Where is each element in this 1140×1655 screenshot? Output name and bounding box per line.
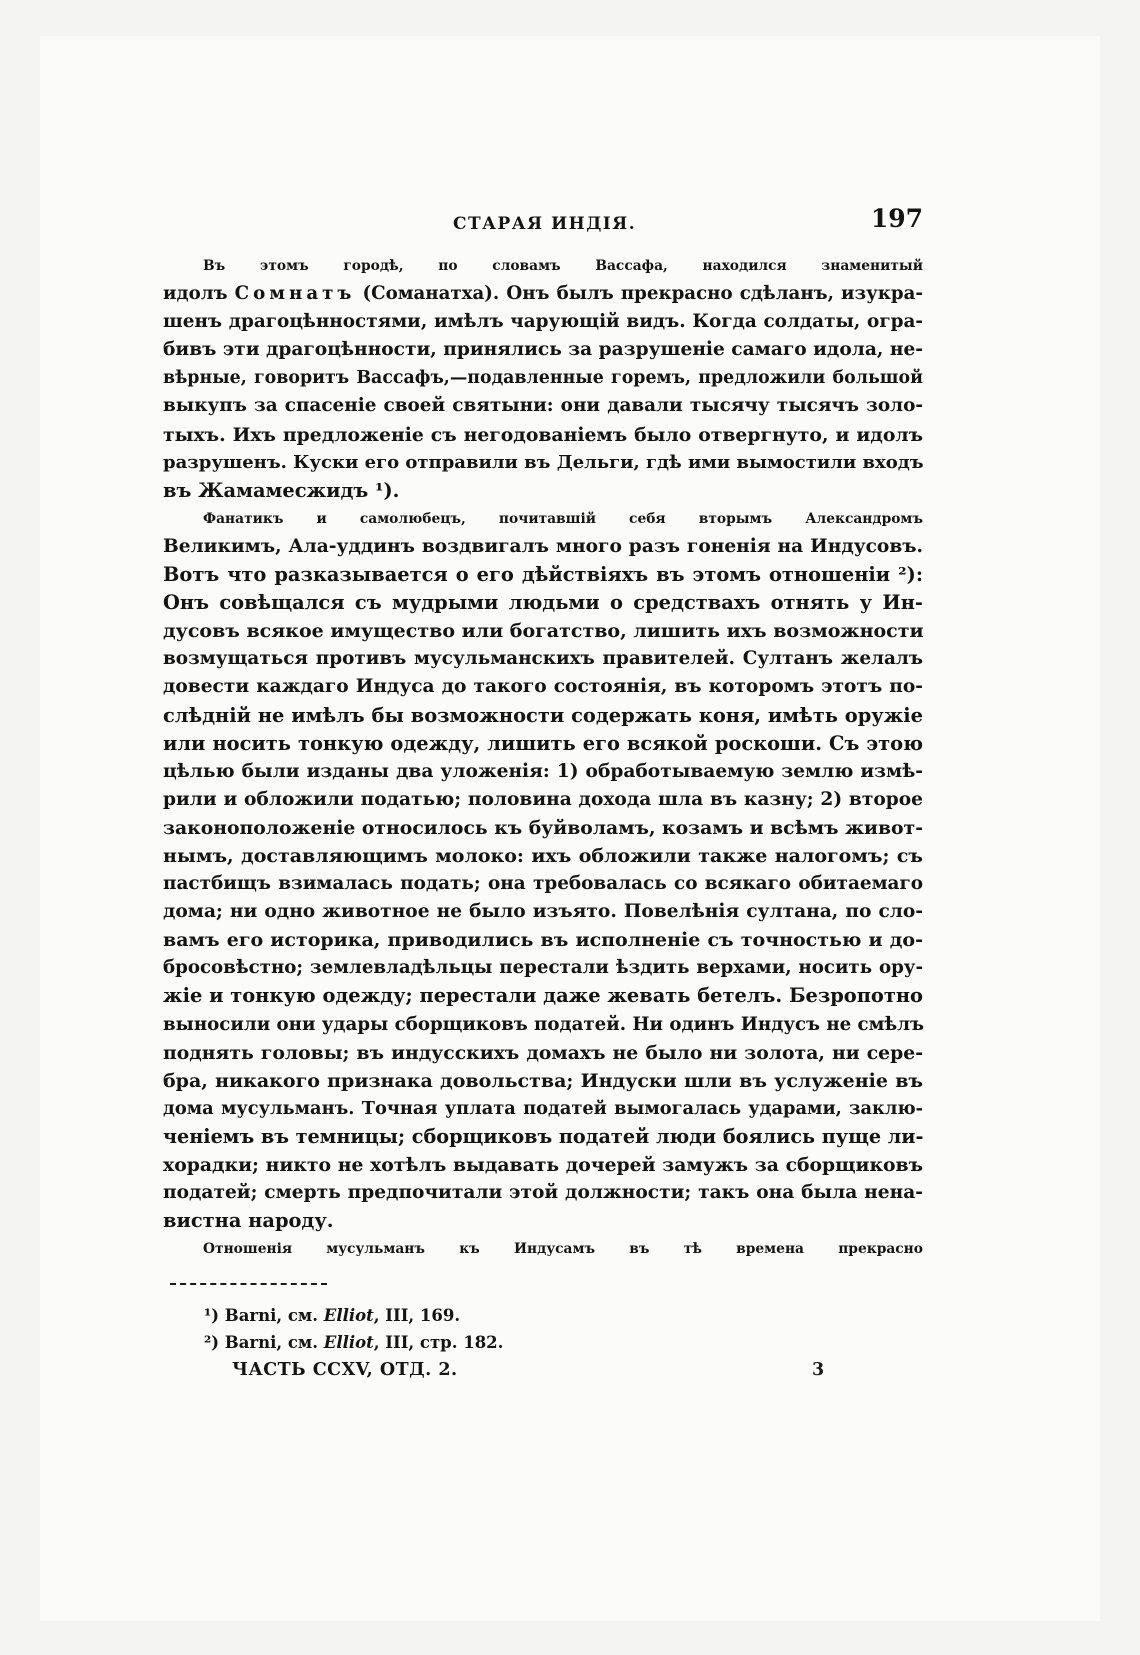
text-line: слѣдній не имѣлъ бы возможности содержать коня, имѣть оружіе [163,703,923,727]
text-line: дома мусульманъ. Точная уплата податей вымогалась ударами, заклю- [163,1097,923,1119]
text-line: Онъ совѣщался съ мудрыми людьми о средствахъ отнять у Ин- [163,591,923,615]
text-line: разрушенъ. Куски его отправили въ Дельги, гдѣ ими вымостили входъ [163,451,924,473]
text-line: Отношенія мусульманъ къ Индусамъ въ тѣ времена прекрасно [203,1241,923,1258]
footnote-rule [170,1283,327,1285]
footnote-1 [204,1302,704,1329]
text-line: поднять головы; въ индусскихъ домахъ не было ни золота, ни сере- [163,1041,923,1064]
signature-part: ЧАСТЬ ССХV, ОТД. 2. [232,1360,458,1380]
text-line: хорадки; никто не хотѣлъ выдавать дочерей замужъ за сборщиковъ [163,1154,923,1176]
text-line: Въ этомъ городѣ, по словамъ Вассафа, находился знаменитый [203,258,923,274]
text-line: шенъ драгоцѣнностями, имѣлъ чарующій видъ. Когда солдаты, огра- [163,311,923,333]
text-line: дома; ни одно животное не было изъято. Повелѣнія султана, по сло- [163,901,923,923]
footnote-work: Elliot [323,1333,374,1352]
text-line: вистна народу. [163,1209,334,1233]
printer-signature [232,1360,832,1390]
text-line: въ Жамамесжидъ ¹). [163,478,400,502]
signature-number: 3 [812,1360,825,1380]
text-line: бивъ эти драгоцѣнности, принялись за разрушеніе самаго идола, не- [163,339,923,361]
footnote-ref: , III, 169. [373,1306,461,1325]
text-line: выносили они удары сборщиковъ податей. Ни одинъ Индусъ не смѣлъ [163,1013,924,1035]
text-line: Вотъ что разказывается о его дѣйствіяхъ въ этомъ отношеніи ²): [163,563,923,587]
text-line: дусовъ всякое имущество или богатство, лишить ихъ возможности [163,620,924,643]
text-fragment: (Соманатха). Онъ былъ прекрасно сдѣланъ, изукра- [362,283,923,305]
spaced-name: Сомнатъ [234,283,356,305]
page-number: 197 [870,204,923,233]
text-line: довести каждаго Индуса до такого состоянія, въ которомъ этотъ по- [163,676,923,698]
page-header [163,204,923,244]
text-line: законоположеніе относилось къ буйволамъ, козамъ и всѣмъ живот- [163,816,923,839]
text-line: жіе и тонкую одежду; перестали даже жевать бетелъ. Безропотно [163,984,923,1008]
text-line: Великимъ, Ала-уддинъ воздвигалъ много разъ гоненія на Индусовъ. [163,535,923,557]
text-line: рили и обложили податью; половина дохода шла въ казну; 2) второе [163,788,923,810]
footnotes [204,1302,704,1356]
text-line: цѣлью были изданы два уложенія: 1) обработываемую землю измѣ- [163,760,923,782]
footnote-2 [204,1329,704,1356]
footnote-ref: , III, стр. 182. [373,1333,504,1352]
footnote-author: Barni, см. [224,1306,319,1325]
text-line: нымъ, доставляющимъ молоко: ихъ обложили также налогомъ; съ [163,844,923,867]
text-line: вамъ его историка, приводились въ исполненіе съ точностью и до- [163,929,923,952]
text-line: бросовѣстно; землевладѣльцы перестали ѣздить верхами, носить ору- [163,957,923,979]
text-line: или носить тонкую одежду, лишить его всякой роскоши. Съ этою [163,731,923,755]
text-line: бра, никакого признака довольства; Индуски шли въ услуженіе въ [163,1069,923,1092]
main-text [163,252,923,1263]
text-line: Фанатикъ и самолюбецъ, почитавшій себя вторымъ Александромъ [203,510,923,527]
text-line: тыхъ. Ихъ предложеніе съ негодованіемъ было отвергнуто, и идолъ [163,423,923,446]
footnote-mark: ¹) [204,1306,220,1325]
text-fragment: идолъ [163,283,228,305]
text-line: податей; смерть предпочитали этой должности; такъ она была нена- [163,1182,923,1204]
text-line: ченіемъ въ темницы; сборщиковъ податей люди боялись пуще ли- [163,1124,924,1148]
footnote-work: Elliot [323,1306,374,1325]
running-title: СТАРАЯ ИНДІЯ. [453,214,637,234]
text-line: пастбищъ взималась подать; она требовалась со всякаго обитаемаго [163,873,923,895]
text-line: вѣрные, говоритъ Вассафъ,—подавленные горемъ, предложили большой [163,368,923,389]
footnote-mark: ²) [204,1333,220,1352]
text-line: выкупъ за спасеніе своей святыни: они давали тысячу тысячъ золо- [163,395,923,417]
text-line [163,280,923,308]
text-line: возмущаться противъ мусульманскихъ правителей. Султанъ желалъ [163,648,923,670]
footnote-author: Barni, см. [224,1333,319,1352]
